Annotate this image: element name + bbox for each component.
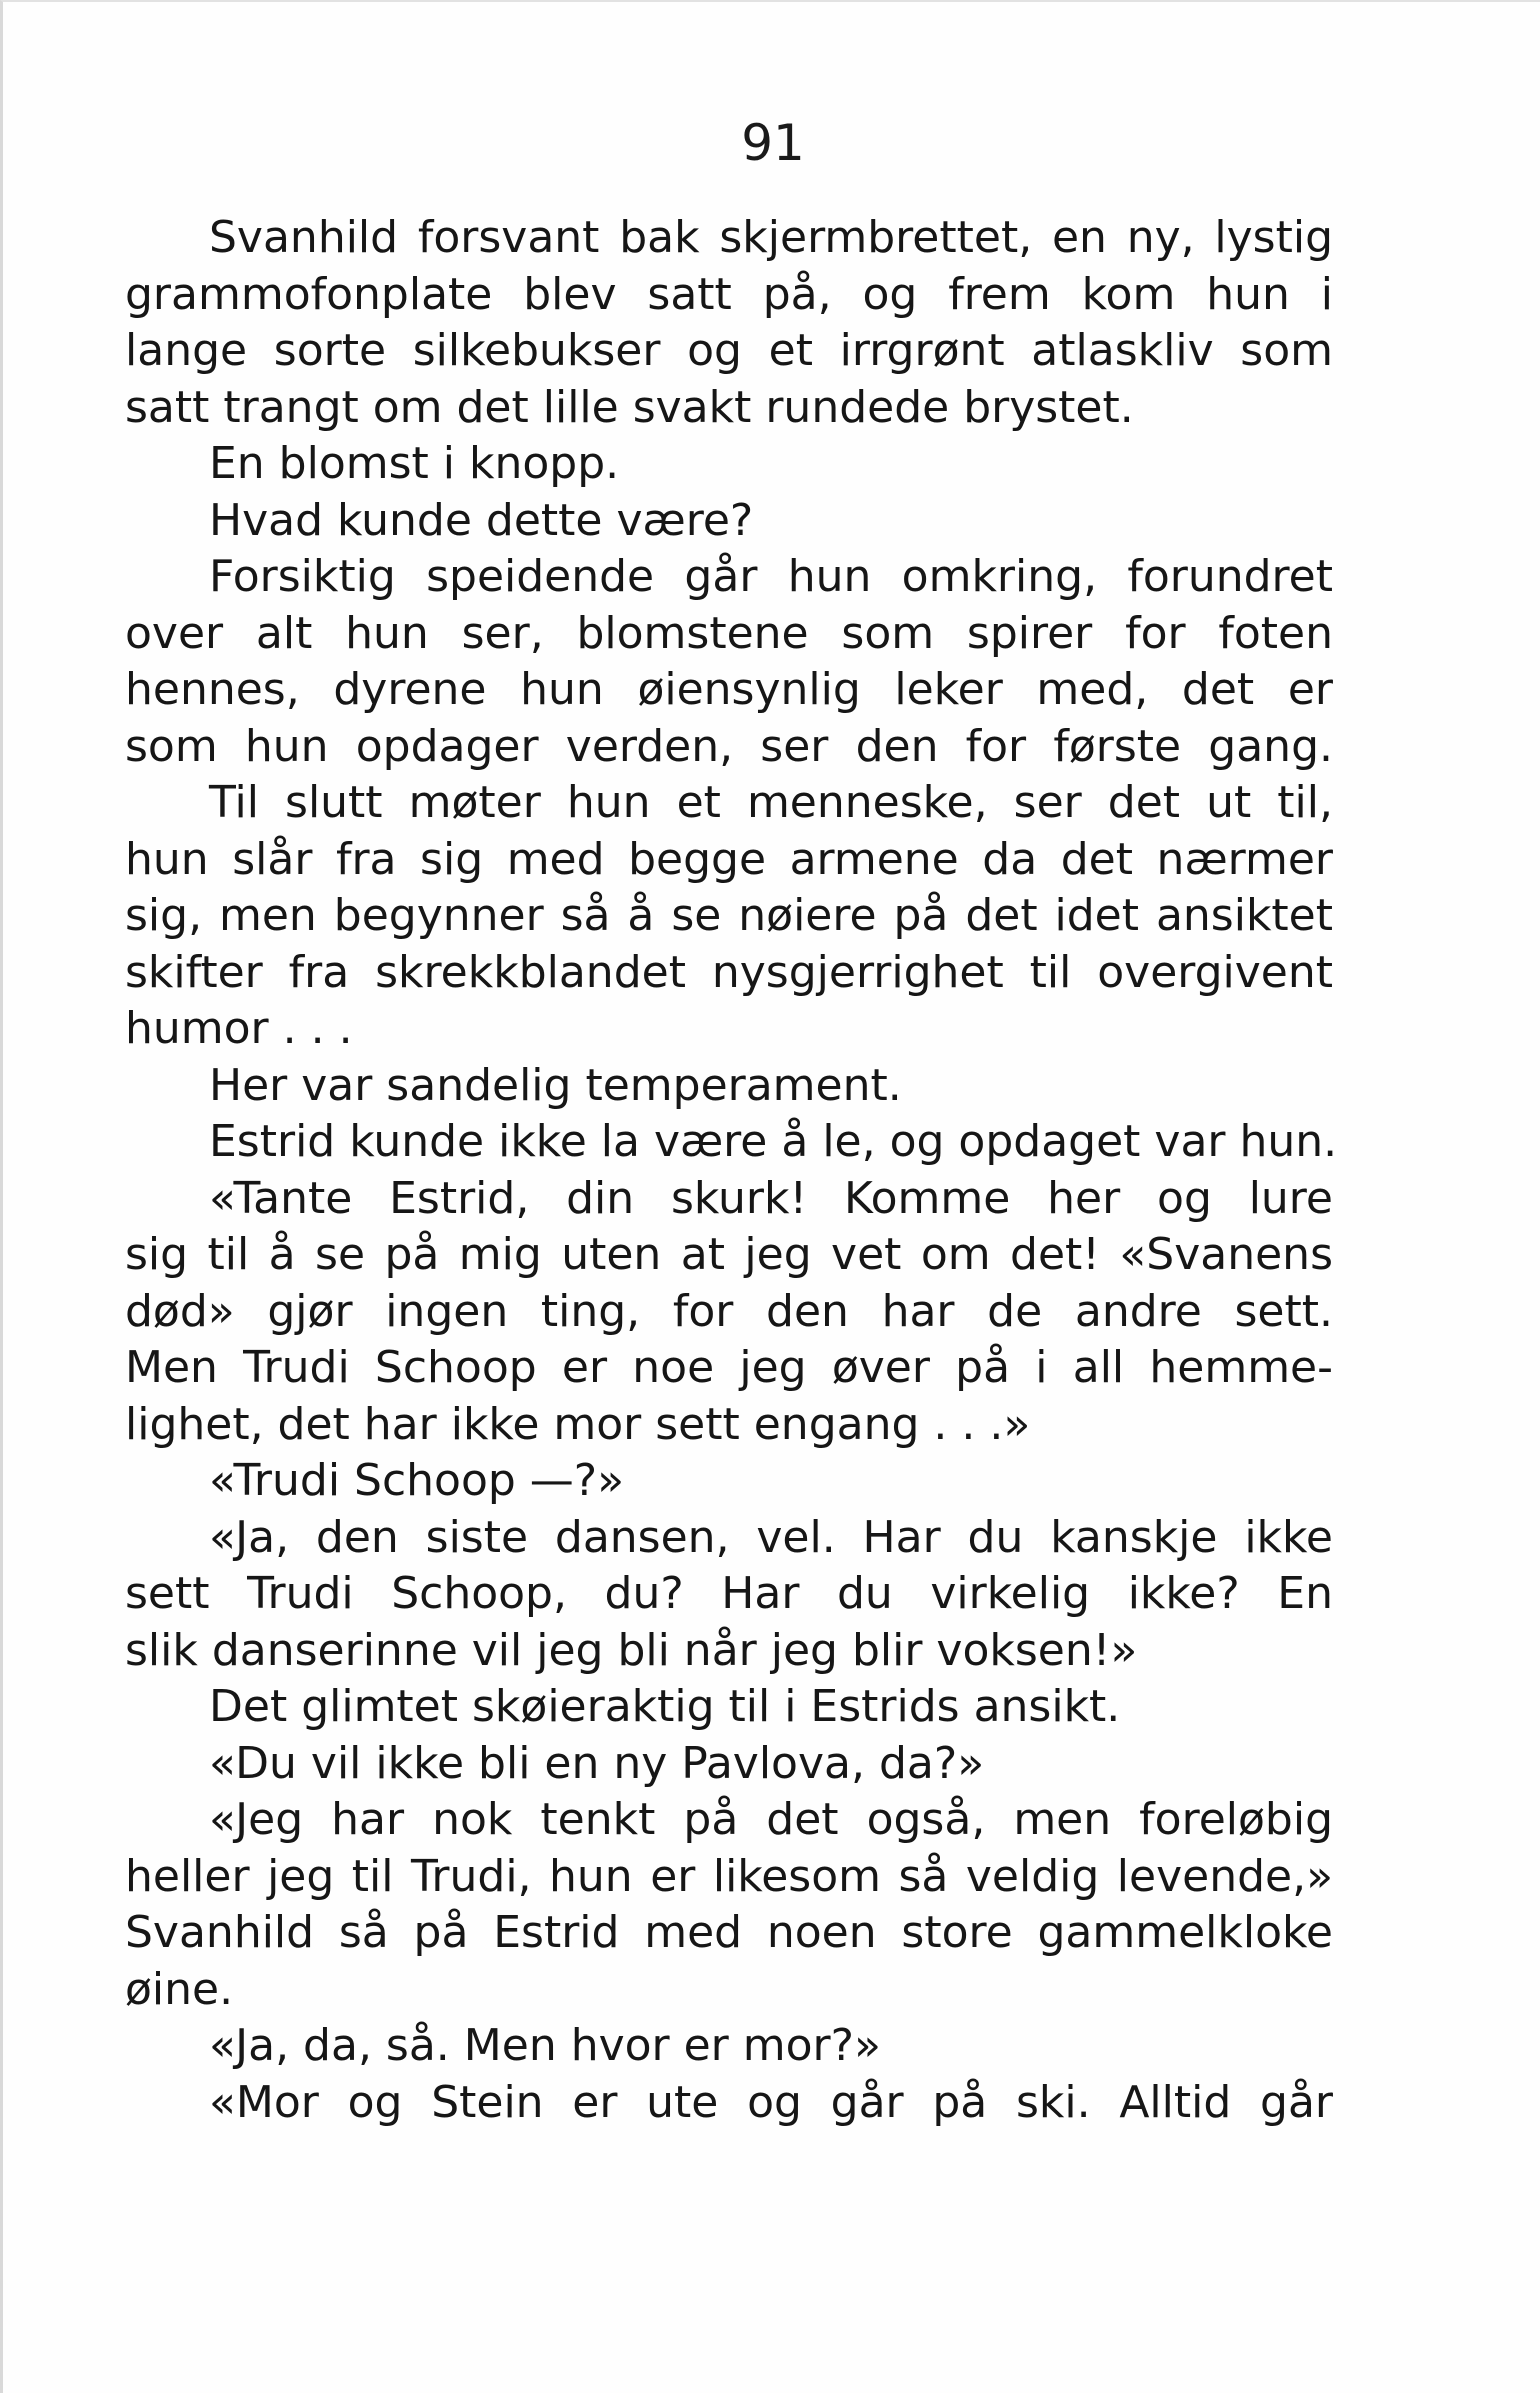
text-line: øine. [125,1963,234,2015]
text-line: Men Trudi Schoop er noe jeg øver på i all hemme- [125,1342,1333,1393]
text-line: grammofonplate blev satt på, og frem kom hun i [125,268,1333,320]
text-line: «Jeg har nok tenkt på det også, men foreløbig [209,1794,1333,1845]
text-line: hun slår fra sig med begge armene da det nærmer [125,833,1333,885]
body-text [125,210,1338,2131]
text-line: «Trudi Schoop —?» [209,1455,625,1506]
text-line: humor . . . [125,1003,353,1054]
text-line: skifter fra skrekkblandet nysgjerrighet til overgivent [125,946,1333,998]
text-line: Hvad kunde dette være? [209,494,754,546]
page-number: 91 [741,114,805,172]
text-line: lighet, det har ikke mor sett engang . . .» [125,1398,1031,1450]
text-line: «Ja, den siste dansen, vel. Har du kanskje ikke [209,1511,1333,1563]
text-line: Estrid kunde ikke la være å le, og opdaget var hun. [209,1116,1338,1167]
text-line: som hun opdager verden, ser den for første gang. [125,720,1333,772]
text-line: «Du vil ikke bli en ny Pavlova, da?» [209,1737,985,1789]
text-line: Forsiktig speidende går hun omkring, forundret [209,551,1333,602]
text-line: En blomst i knopp. [209,438,620,489]
text-line: Svanhild forsvant bak skjermbrettet, en ny, lystig [209,212,1333,263]
text-line: Svanhild så på Estrid med noen store gammelkloke [125,1907,1333,1958]
text-line: sig, men begynner så å se nøiere på det idet ansiktet [125,890,1333,941]
text-line: slik danserinne vil jeg bli når jeg blir voksen!» [125,1624,1138,1676]
text-line: lange sorte silkebukser og et irrgrønt atlaskliv som [125,325,1333,376]
text-line: sig til å se på mig uten at jeg vet om det! «Svanens [125,1229,1333,1280]
text-line: «Mor og Stein er ute og går på ski. Alltid går [209,2076,1333,2128]
text-line: Det glimtet skøieraktig til i Estrids ansikt. [209,1681,1121,1732]
text-line: heller jeg til Trudi, hun er likesom så veldig levende,» [125,1850,1333,1902]
text-line: sett Trudi Schoop, du? Har du virkelig ikke? En [125,1568,1333,1619]
text-line: «Tante Estrid, din skurk! Komme her og lure [209,1172,1333,1224]
text-line: hennes, dyrene hun øiensynlig leker med, det er [125,664,1333,715]
text-line: satt trangt om det lille svakt rundede brystet. [125,381,1134,433]
text-line: død» gjør ingen ting, for den har de andre sett. [125,1285,1333,1337]
text-line: over alt hun ser, blomstene som spirer for foten [125,607,1333,659]
text-line: Her var sandelig temperament. [209,1059,902,1111]
text-line: Til slutt møter hun et menneske, ser det ut til, [209,777,1333,828]
text-line: «Ja, da, så. Men hvor er mor?» [209,2020,881,2071]
